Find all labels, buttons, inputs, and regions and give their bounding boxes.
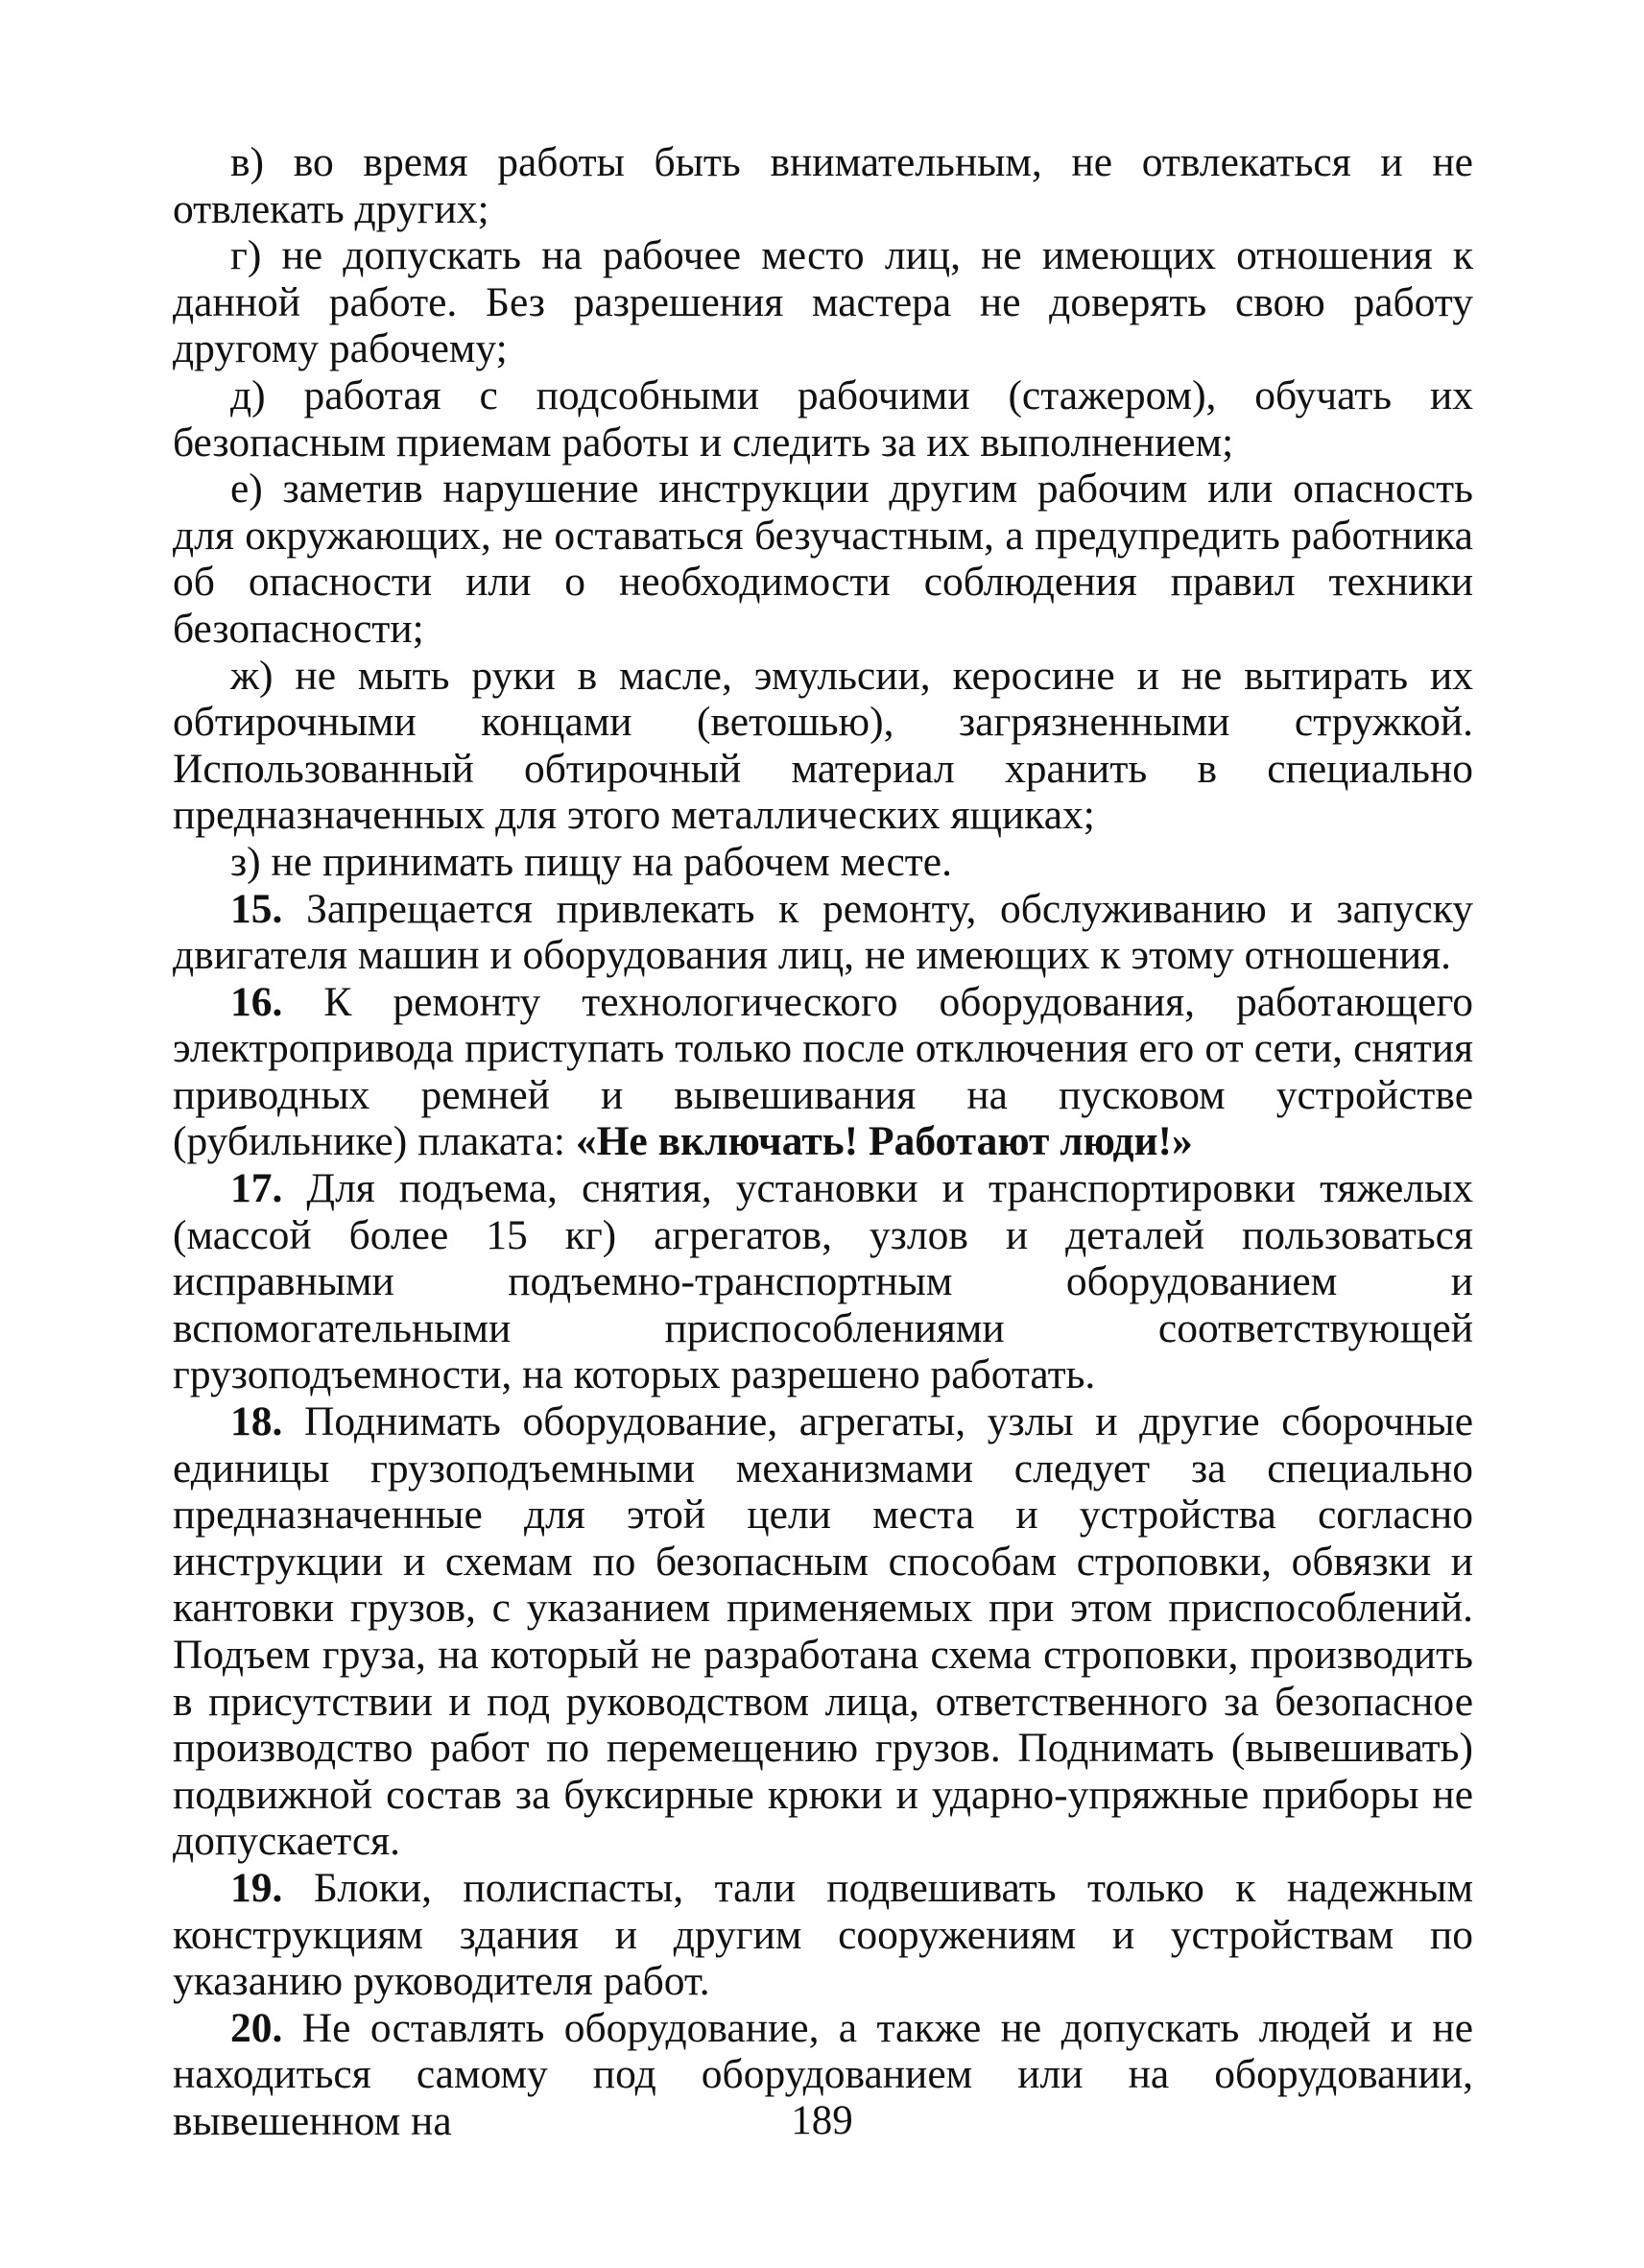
paragraph-item-zh — [173, 653, 1473, 839]
paragraph-text: е) заметив нарушение инструкции другим рабочим или опасность для окружающих, не оставаться безучастным, а предупредить работника об опасности или о необходимости соблюдения правил техники безопасности; — [173, 466, 1473, 652]
paragraph-18 — [173, 1398, 1473, 1865]
paragraph-number: 17. — [230, 1165, 283, 1212]
paragraph-text: д) работая с подсобными рабочими (стажером), обучать их безопасным приемам работы и следить за их выполнением; — [173, 371, 1473, 466]
paragraph-text: Блоки, полиспасты, тали подвешивать только к надежным конструкциям здания и другим сооружениям и устройствам по указанию руководителя работ. — [173, 1864, 1473, 2005]
paragraph-item-e — [173, 466, 1473, 652]
paragraph-text: ж) не мыть руки в масле, эмульсии, керосине и не вытирать их обтирочными концами (ветошью), загрязненными стружкой. Использованный обтирочный материал хранить в специально предназначенных для этого металлических ящиках; — [173, 652, 1473, 839]
paragraph-number: 18. — [230, 1398, 283, 1445]
paragraph-text: г) не допускать на рабочее место лиц, не имеющих отношения к данной работе. Без разрешения мастера не доверять свою работу другому рабочему; — [173, 232, 1473, 372]
paragraph-number: 20. — [230, 2004, 283, 2051]
paragraph-text: Поднимать оборудование, агрегаты, узлы и другие сборочные единицы грузоподъемными механизмами следует за специально предназначенные для этой цели места и устройства согласно инструкции и схемам по безопасным способам строповки, обвязки и кантовки грузов, с указанием применяемых при этом приспособлений. Подъем груза, на который не разработана схема строповки, производить в присутствии и под руководством лица, ответственного за безопасное производство работ по перемещению грузов. Поднимать (вывешивать) подвижной состав за буксирные крюки и ударно-упряжные приборы не допускается. — [173, 1398, 1474, 1865]
paragraph-text: в) во время работы быть внимательным, не отвлекаться и не отвлекать других; — [173, 139, 1473, 232]
paragraph-15 — [173, 886, 1473, 979]
paragraph-item-v — [173, 139, 1473, 232]
paragraph-text: Не оставлять оборудование, а также не допускать людей и не находиться самому под оборудованием или на оборудовании, вывешенном на — [173, 2004, 1473, 2144]
paragraph-text: Для подъема, снятия, установки и транспортировки тяжелых (массой более 15 кг) агрегатов, узлов и деталей пользоваться исправными подъемно-транспортным оборудованием и вспомогательными приспособлениями соответствующей грузоподъемности, на которых разрешено работать. — [173, 1165, 1474, 1398]
paragraph-number: 19. — [230, 1864, 283, 1911]
page-body — [173, 139, 1473, 2145]
paragraph-text: К ремонту технологического оборудования, работающего электропривода приступать только после отключения его от сети, снятия приводных ремней и вывешивания на пусковом устройстве (рубильнике) плаката: — [173, 978, 1473, 1165]
paragraph-number: 15. — [230, 885, 283, 932]
paragraph-17 — [173, 1165, 1473, 1398]
paragraph-item-z — [173, 839, 1473, 886]
paragraph-number: 16. — [230, 978, 283, 1025]
paragraph-item-d — [173, 372, 1473, 466]
paragraph-16 — [173, 979, 1473, 1165]
paragraph-text: Запрещается привлекать к ремонту, обслуживанию и запуску двигателя машин и оборудования лиц, не имеющих к этому отношения. — [173, 885, 1473, 979]
paragraph-19 — [173, 1865, 1473, 2005]
paragraph-item-g — [173, 232, 1473, 372]
page-number: 189 — [791, 2098, 853, 2143]
warning-sign-text: «Не включать! Работают люди!» — [575, 1118, 1193, 1165]
paragraph-text: з) не принимать пищу на рабочем месте. — [230, 838, 952, 885]
